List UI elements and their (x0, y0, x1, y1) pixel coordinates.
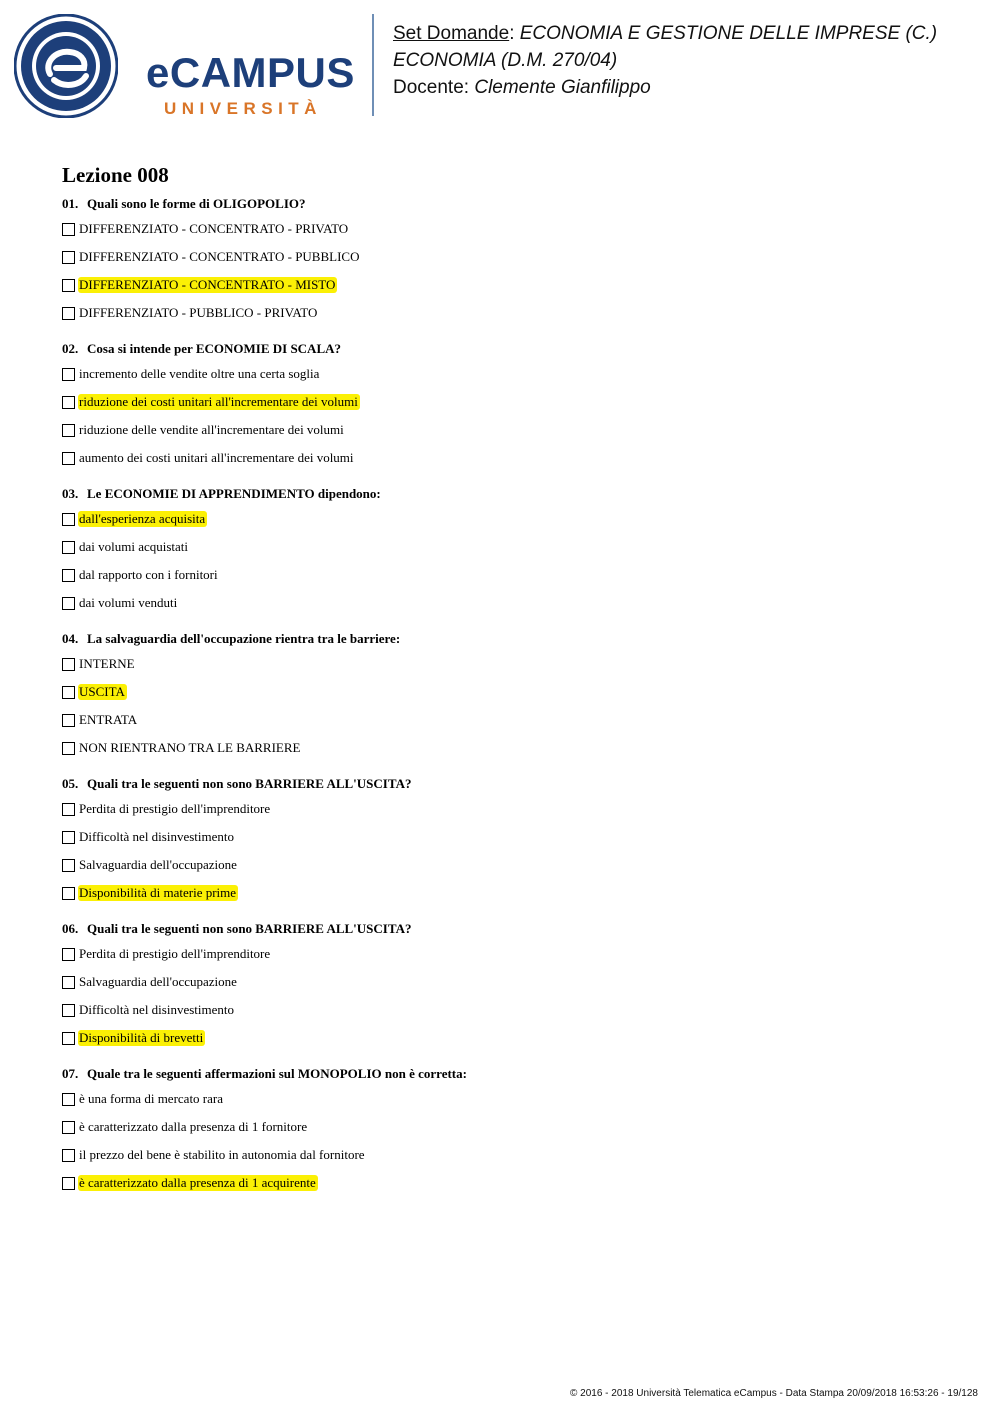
answer-option[interactable] (62, 996, 942, 1024)
answer-option[interactable] (62, 1141, 942, 1169)
answer-text: riduzione delle vendite all'incrementare dei volumi (79, 422, 344, 437)
question-text: Quali sono le forme di OLIGOPOLIO? (87, 196, 306, 211)
question-02 (62, 340, 942, 472)
question-04 (62, 630, 942, 762)
course-title-part-2: ECONOMIA (D.M. 270/04) (393, 50, 618, 71)
answer-text: Salvaguardia dell'occupazione (79, 974, 237, 989)
course-line-2 (393, 47, 983, 74)
lesson-title: Lezione 008 (62, 163, 169, 187)
checkbox[interactable] (62, 541, 75, 554)
answer-option[interactable] (62, 851, 942, 879)
checkbox[interactable] (62, 513, 75, 526)
checkbox[interactable] (62, 307, 75, 320)
answer-option-correct[interactable] (62, 1024, 942, 1052)
set-label: Set Domande (393, 23, 510, 44)
ecampus-logo (14, 14, 359, 118)
teacher-label: Docente (393, 77, 464, 98)
checkbox[interactable] (62, 368, 75, 381)
checkbox[interactable] (62, 251, 75, 264)
answer-text: il prezzo del bene è stabilito in autonomia dal fornitore (79, 1147, 365, 1162)
checkbox[interactable] (62, 1177, 75, 1190)
answer-text: dai volumi venduti (79, 595, 178, 610)
question-text: Quali tra le seguenti non sono BARRIERE ALL'USCITA? (87, 776, 412, 791)
answer-text: Perdita di prestigio dell'imprenditore (79, 801, 271, 816)
answer-option[interactable] (62, 444, 942, 472)
answer-text: DIFFERENZIATO - CONCENTRATO - PUBBLICO (79, 249, 360, 264)
checkbox[interactable] (62, 887, 75, 900)
answer-text: Difficoltà nel disinvestimento (79, 1002, 235, 1017)
checkbox[interactable] (62, 803, 75, 816)
checkbox[interactable] (62, 976, 75, 989)
answer-option[interactable] (62, 561, 942, 589)
teacher-name: Clemente Gianfilippo (474, 77, 651, 98)
answer-text: Perdita di prestigio dell'imprenditore (79, 946, 271, 961)
checkbox[interactable] (62, 658, 75, 671)
answer-option[interactable] (62, 533, 942, 561)
answer-option[interactable] (62, 823, 942, 851)
answer-option[interactable] (62, 1085, 942, 1113)
answer-option[interactable] (62, 589, 942, 617)
answer-text: riduzione dei costi unitari all'incrementare dei volumi (79, 394, 358, 409)
answer-option[interactable] (62, 795, 942, 823)
course-title-part-1: ECONOMIA E GESTIONE DELLE IMPRESE (C.) (519, 23, 938, 44)
answer-text: USCITA (79, 684, 125, 699)
page-footer: © 2016 - 2018 Università Telematica eCampus - Data Stampa 20/09/2018 16:53:26 - 19/128 (570, 1388, 978, 1399)
question-text: Quale tra le seguenti affermazioni sul MONOPOLIO non è corretta: (87, 1066, 467, 1081)
question-number: 04. (62, 631, 79, 646)
course-line-1: Set Domande: ECONOMIA E GESTIONE DELLE IMPRESE (C.) (393, 23, 938, 44)
answer-option-correct[interactable] (62, 271, 942, 299)
checkbox[interactable] (62, 424, 75, 437)
answer-option[interactable] (62, 650, 942, 678)
question-text: Quali tra le seguenti non sono BARRIERE ALL'USCITA? (87, 921, 412, 936)
answer-option[interactable] (62, 243, 942, 271)
checkbox[interactable] (62, 686, 75, 699)
checkbox[interactable] (62, 396, 75, 409)
answer-option[interactable] (62, 706, 942, 734)
answer-text: DIFFERENZIATO - CONCENTRATO - MISTO (79, 277, 336, 292)
checkbox[interactable] (62, 831, 75, 844)
answer-text: dal rapporto con i fornitori (79, 567, 218, 582)
answer-option-correct[interactable] (62, 678, 942, 706)
answer-text: Salvaguardia dell'occupazione (79, 857, 237, 872)
question-title (62, 775, 942, 793)
question-list (62, 195, 942, 1210)
question-number: 07. (62, 1066, 79, 1081)
answer-option[interactable] (62, 215, 942, 243)
answer-option[interactable] (62, 416, 942, 444)
answer-text: Disponibilità di materie prime (79, 885, 237, 900)
checkbox[interactable] (62, 223, 75, 236)
answer-text: ENTRATA (79, 712, 138, 727)
ecampus-seal-icon (14, 14, 118, 118)
question-05 (62, 775, 942, 907)
question-title (62, 485, 942, 503)
question-07 (62, 1065, 942, 1197)
question-number: 05. (62, 776, 79, 791)
question-title (62, 1065, 942, 1083)
answer-text: Difficoltà nel disinvestimento (79, 829, 235, 844)
answer-text: è caratterizzato dalla presenza di 1 fornitore (79, 1119, 308, 1134)
checkbox[interactable] (62, 279, 75, 292)
question-title (62, 195, 942, 213)
answer-text: NON RIENTRANO TRA LE BARRIERE (79, 740, 301, 755)
answer-option[interactable] (62, 940, 942, 968)
checkbox[interactable] (62, 1093, 75, 1106)
teacher-line: Docente: Clemente Gianfilippo (393, 77, 651, 98)
answer-option[interactable] (62, 360, 942, 388)
answer-text: è caratterizzato dalla presenza di 1 acquirente (79, 1175, 316, 1190)
answer-text: DIFFERENZIATO - CONCENTRATO - PRIVATO (79, 221, 349, 236)
answer-text: dall'esperienza acquisita (79, 511, 206, 526)
answer-text: INTERNE (79, 656, 135, 671)
question-number: 06. (62, 921, 79, 936)
answer-option[interactable] (62, 968, 942, 996)
answer-option-correct[interactable] (62, 879, 942, 907)
checkbox[interactable] (62, 597, 75, 610)
logo-subtext: UNIVERSITÀ (164, 99, 322, 118)
question-text: Le ECONOMIE DI APPRENDIMENTO dipendono: (87, 486, 381, 501)
answer-option-correct[interactable] (62, 1169, 942, 1197)
question-number: 02. (62, 341, 79, 356)
answer-option[interactable] (62, 299, 942, 327)
answer-text: DIFFERENZIATO - PUBBLICO - PRIVATO (79, 305, 318, 320)
answer-text: è una forma di mercato rara (79, 1091, 224, 1106)
question-06 (62, 920, 942, 1052)
checkbox[interactable] (62, 742, 75, 755)
answer-text: aumento dei costi unitari all'incrementare dei volumi (79, 450, 354, 465)
checkbox[interactable] (62, 1149, 75, 1162)
logo-wordmark: eCAMPUS (146, 49, 355, 96)
question-title (62, 920, 942, 938)
question-03 (62, 485, 942, 617)
question-number: 03. (62, 486, 79, 501)
checkbox[interactable] (62, 1004, 75, 1017)
answer-text: dai volumi acquistati (79, 539, 189, 554)
question-number: 01. (62, 196, 79, 211)
checkbox[interactable] (62, 859, 75, 872)
answer-option-correct[interactable] (62, 388, 942, 416)
checkbox[interactable] (62, 714, 75, 727)
question-text: La salvaguardia dell'occupazione rientra tra le barriere: (87, 631, 401, 646)
question-text: Cosa si intende per ECONOMIE DI SCALA? (87, 341, 342, 356)
checkbox[interactable] (62, 452, 75, 465)
checkbox[interactable] (62, 948, 75, 961)
document-header (393, 20, 983, 101)
question-01 (62, 195, 942, 327)
question-title (62, 630, 942, 648)
checkbox[interactable] (62, 1032, 75, 1045)
answer-text: incremento delle vendite oltre una certa soglia (79, 366, 320, 381)
answer-option-correct[interactable] (62, 505, 942, 533)
question-title (62, 340, 942, 358)
answer-text: Disponibilità di brevetti (79, 1030, 204, 1045)
checkbox[interactable] (62, 1121, 75, 1134)
header-divider (372, 14, 374, 116)
checkbox[interactable] (62, 569, 75, 582)
answer-option[interactable] (62, 734, 942, 762)
answer-option[interactable] (62, 1113, 942, 1141)
